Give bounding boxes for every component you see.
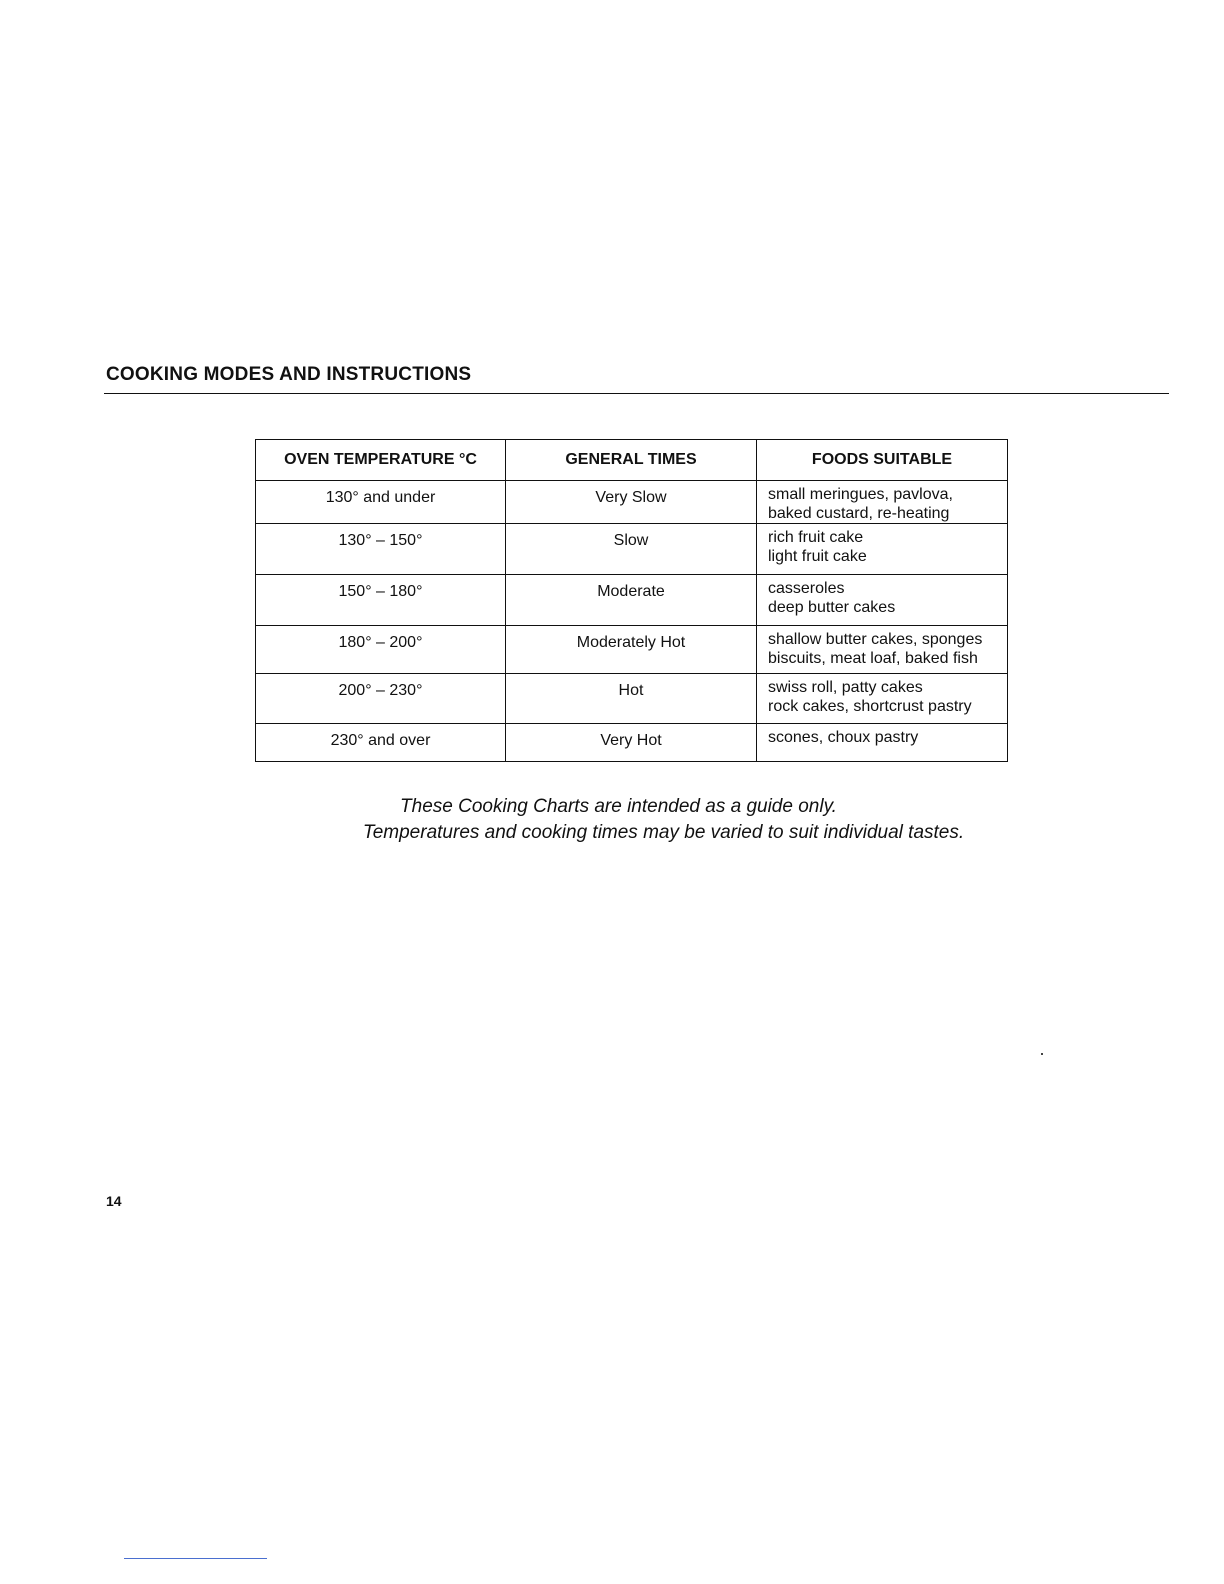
table-row: [256, 575, 1008, 626]
header-general-times: GENERAL TIMES: [506, 440, 757, 481]
section-title: COOKING MODES AND INSTRUCTIONS: [106, 364, 472, 385]
time-cell: Moderate: [506, 575, 757, 626]
header-foods-suitable: FOODS SUITABLE: [757, 440, 1008, 481]
time-cell: Very Slow: [506, 481, 757, 524]
temperature-cell: 230° and over: [256, 724, 506, 762]
page-number: 14: [106, 1193, 122, 1209]
time-cell: Very Hot: [506, 724, 757, 762]
temperature-cell: 180° – 200°: [256, 626, 506, 674]
food-line: baked custard, re-heating: [768, 505, 950, 522]
table-row: [256, 481, 1008, 524]
footnote-line-1: These Cooking Charts are intended as a guide only.: [400, 796, 837, 817]
temperature-cell: 150° – 180°: [256, 575, 506, 626]
food-line: rock cakes, shortcrust pastry: [768, 698, 972, 715]
foods-cell: [757, 724, 1008, 762]
foods-cell: [757, 626, 1008, 674]
table-row: [256, 626, 1008, 674]
chart-footnote: [255, 794, 1072, 846]
food-line: deep butter cakes: [768, 599, 896, 616]
food-line: biscuits, meat loaf, baked fish: [768, 650, 978, 667]
food-line: small meringues, pavlova,: [768, 486, 953, 503]
footnote-line-2: Temperatures and cooking times may be varied to suit individual tastes.: [362, 822, 965, 843]
table-header-row: [256, 440, 1008, 481]
foods-cell: [757, 575, 1008, 626]
time-cell: Hot: [506, 674, 757, 724]
food-line: casseroles: [768, 580, 845, 597]
title-divider: [104, 393, 1169, 394]
table-row: [256, 724, 1008, 762]
scan-speck: [1041, 1053, 1043, 1055]
foods-cell: [757, 481, 1008, 524]
food-line: shallow butter cakes, sponges: [768, 631, 983, 648]
time-cell: Slow: [506, 524, 757, 575]
foods-cell: [757, 524, 1008, 575]
food-line: light fruit cake: [768, 548, 867, 565]
food-line: scones, choux pastry: [768, 729, 919, 746]
temperature-cell: 200° – 230°: [256, 674, 506, 724]
food-line: swiss roll, patty cakes: [768, 679, 923, 696]
header-oven-temperature: OVEN TEMPERATURE °C: [256, 440, 506, 481]
temperature-cell: 130° – 150°: [256, 524, 506, 575]
table-row: [256, 524, 1008, 575]
time-cell: Moderately Hot: [506, 626, 757, 674]
cooking-chart-table: [255, 439, 1008, 762]
temperature-cell: 130° and under: [256, 481, 506, 524]
foods-cell: [757, 674, 1008, 724]
table-row: [256, 674, 1008, 724]
bottom-rule: [124, 1558, 267, 1559]
food-line: rich fruit cake: [768, 529, 864, 546]
